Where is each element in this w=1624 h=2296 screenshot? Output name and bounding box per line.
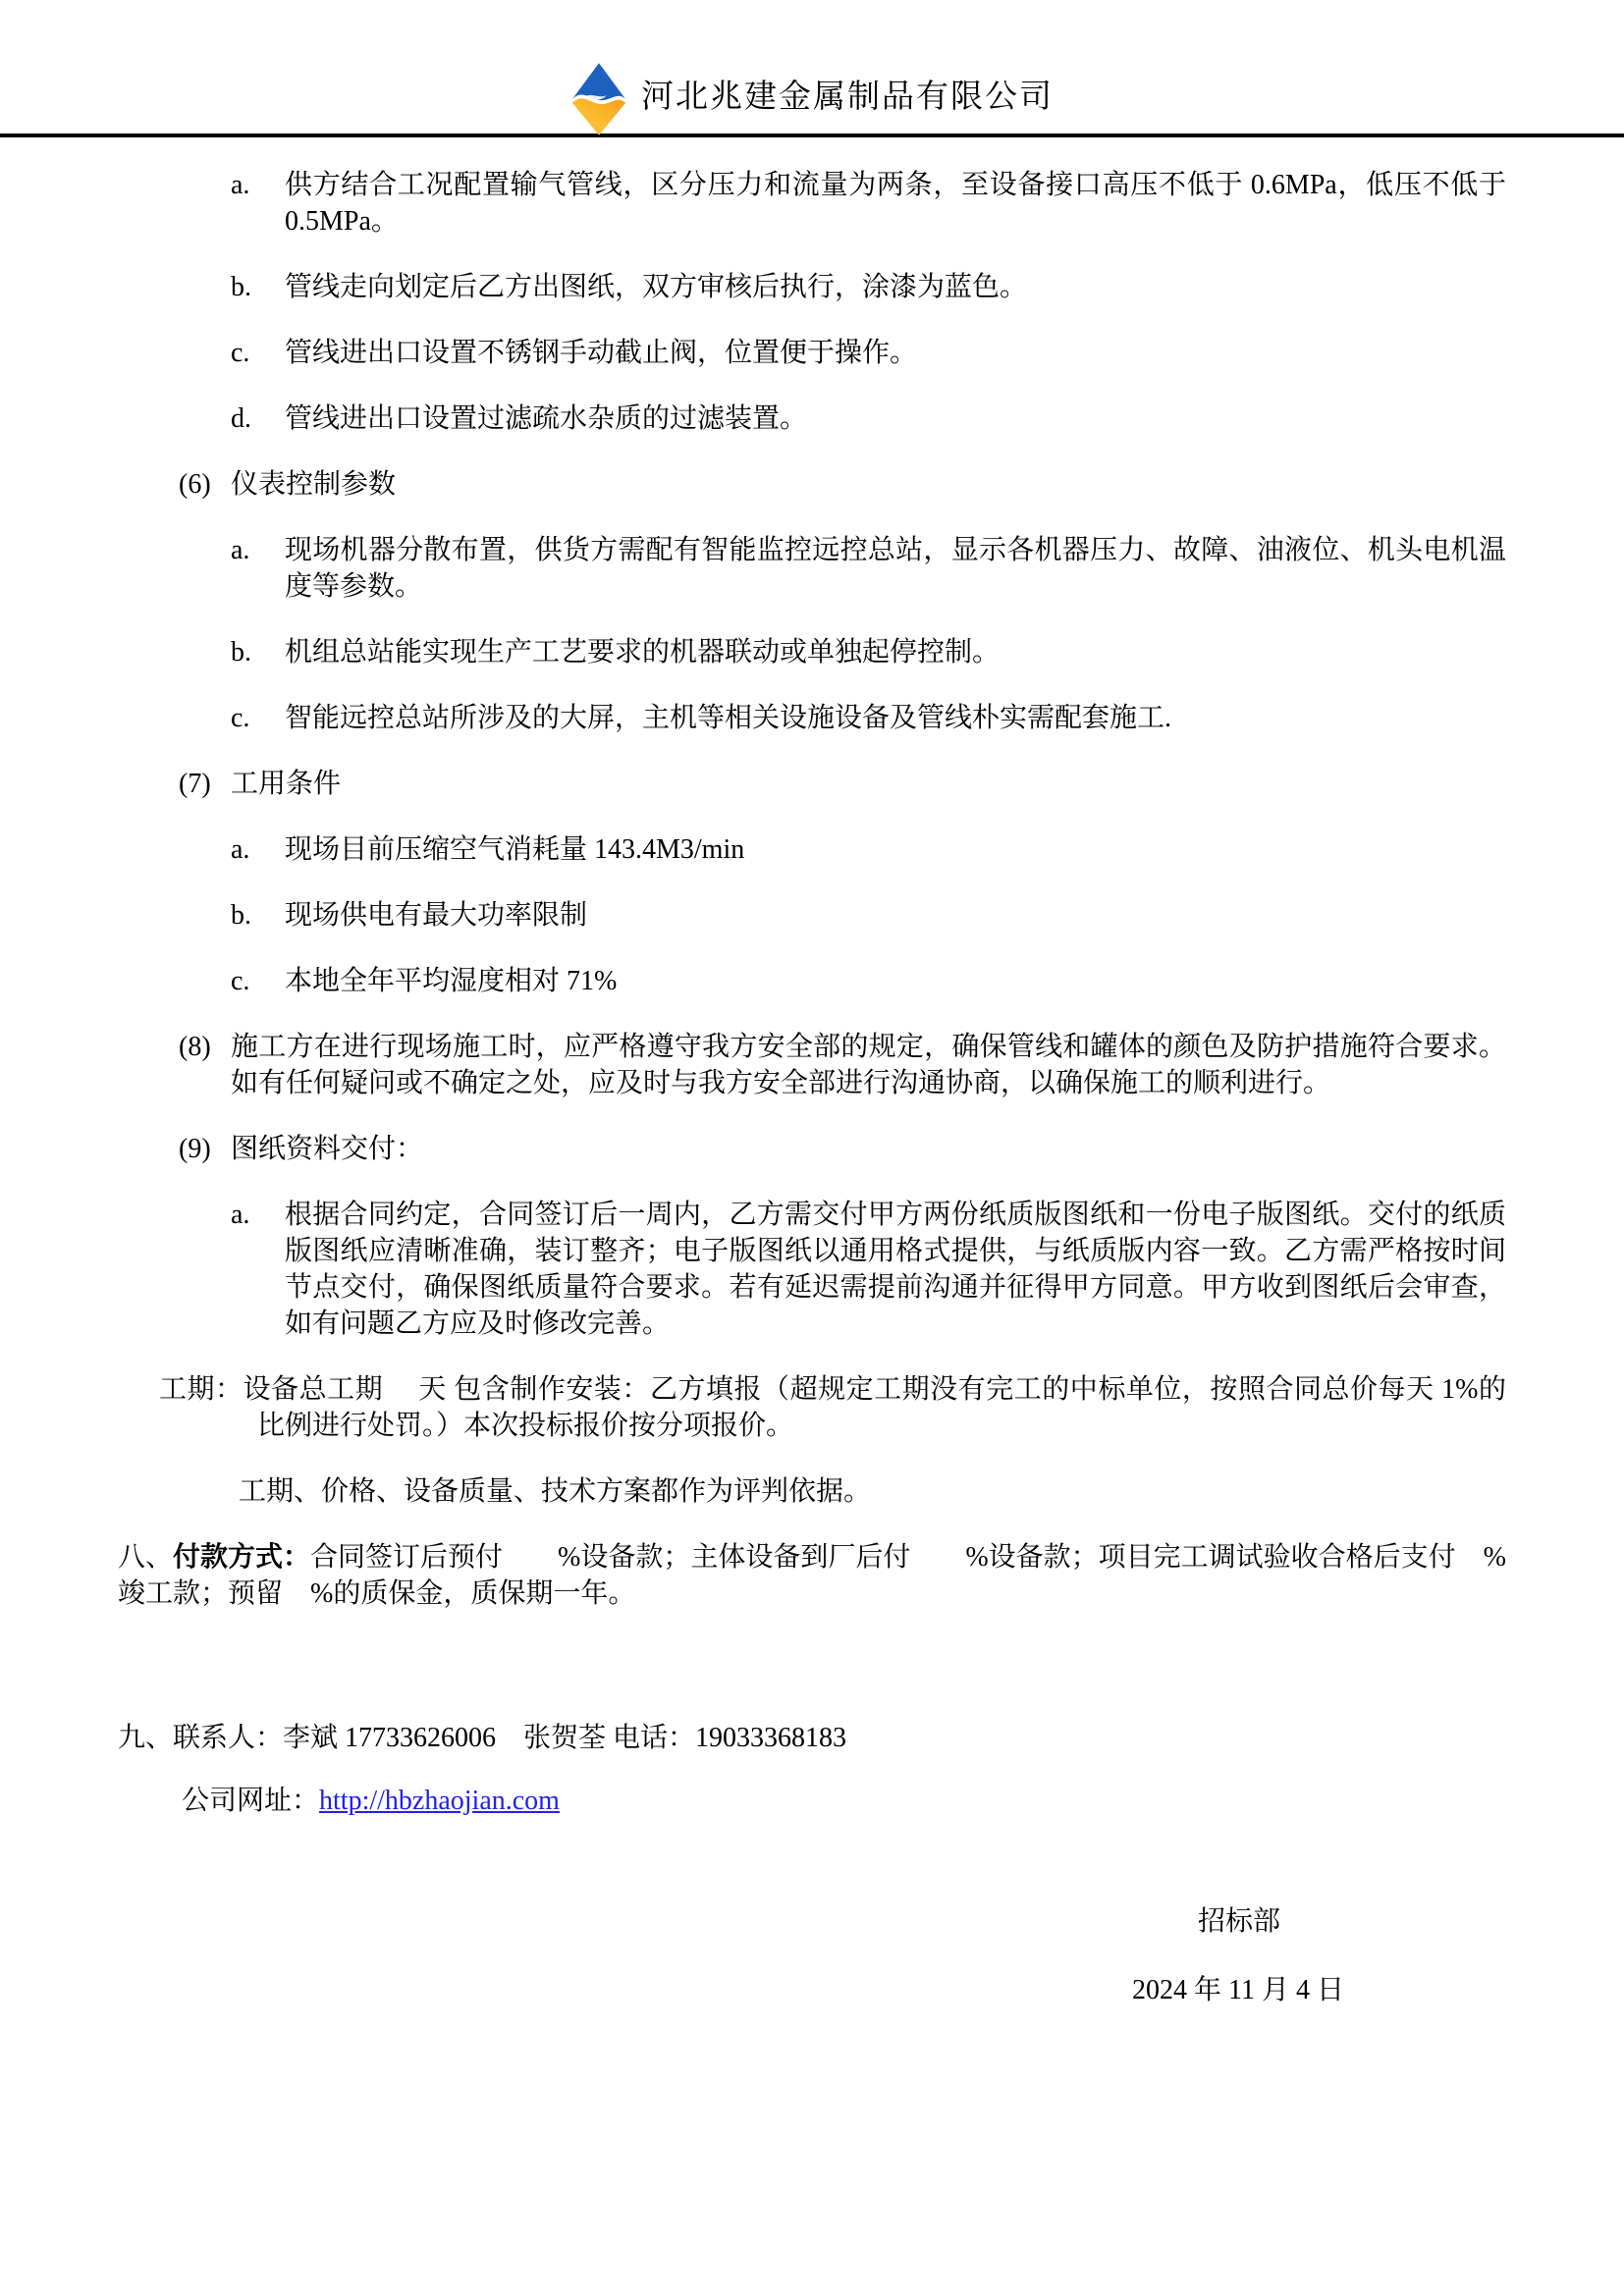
duration-text: 设备总工期 天 包含制作安装：乙方填报（超规定工期没有完工的中标单位，按照合同总价每天 1%的比例进行处罚。）本次投标报价按分项报价。	[243, 1374, 1506, 1441]
list-marker: c.	[231, 338, 250, 368]
list-item-s6-a	[118, 532, 1506, 605]
payment-label: 付款方式：	[173, 1542, 311, 1573]
list-item-text: 现场供电有最大功率限制	[285, 900, 588, 931]
list-item-text: 根据合同约定，合同签订后一周内，乙方需交付甲方两份纸质版图纸和一份电子版图纸。交付的纸质版图纸应清晰准确，装订整齐；电子版图纸以通用格式提供，与纸质版内容一致。乙方需严格按时间节点交付，确保图纸质量符合要求。若有延迟需提前沟通并征得甲方同意。甲方收到图纸后会审查，如有问题乙方应及时修改完善。	[285, 1200, 1506, 1339]
list-marker: b.	[231, 900, 251, 931]
signature-date: 2024 年 11 月 4 日	[1132, 1975, 1344, 2005]
duration-label: 工期：	[159, 1374, 244, 1405]
section6-heading	[118, 466, 1506, 503]
section-marker: (7)	[179, 769, 211, 799]
list-marker: a.	[231, 535, 250, 565]
website-link[interactable]: http://hbzhaojian.com	[319, 1786, 560, 1816]
list-item-text: 管线走向划定后乙方出图纸，双方审核后执行，涂漆为蓝色。	[285, 272, 1028, 302]
duration-paragraph	[118, 1371, 1506, 1444]
section-marker: (9)	[179, 1134, 211, 1164]
list-item-text: 现场机器分散布置，供货方需配有智能监控远控总站，显示各机器压力、故障、油液位、机头电机温度等参数。	[285, 535, 1506, 602]
list-item-pipeline-b	[118, 269, 1506, 305]
list-item-s6-b	[118, 634, 1506, 670]
list-item-pipeline-a	[118, 167, 1506, 240]
contacts-label: 联系人：	[173, 1723, 284, 1753]
list-item-s6-c	[118, 700, 1506, 736]
list-item-pipeline-c	[118, 335, 1506, 371]
list-item-s7-a	[118, 831, 1506, 868]
list-marker: a.	[231, 170, 250, 200]
list-item-text: 管线进出口设置不锈钢手动截止阀，位置便于操作。	[285, 338, 918, 368]
section-title: 仪表控制参数	[231, 469, 397, 500]
list-item-pipeline-d	[118, 400, 1506, 437]
payment-number: 八、	[118, 1542, 174, 1573]
section7-heading	[118, 766, 1506, 802]
evaluation-paragraph: 工期、价格、设备质量、技术方案都作为评判依据。	[239, 1476, 872, 1507]
list-marker: a.	[231, 1200, 250, 1230]
list-item-text: 供方结合工况配置输气管线，区分压力和流量为两条，至设备接口高压不低于 0.6MPa，低压不低于 0.5MPa。	[285, 170, 1506, 237]
website-label: 公司网址：	[182, 1786, 320, 1816]
list-marker: c.	[231, 703, 250, 733]
section-marker: (6)	[179, 469, 211, 500]
section-title: 工用条件	[231, 769, 342, 799]
list-item-text: 管线进出口设置过滤疏水杂质的过滤装置。	[285, 403, 808, 434]
list-marker: a.	[231, 834, 250, 865]
website-paragraph	[118, 1783, 1506, 1819]
list-item-text: 本地全年平均湿度相对 71%	[285, 966, 618, 996]
list-item-text: 机组总站能实现生产工艺要求的机器联动或单独起停控制。	[285, 637, 1001, 667]
section-text: 施工方在进行现场施工时，应严格遵守我方安全部的规定，确保管线和罐体的颜色及防护措施符合要求。如有任何疑问或不确定之处，应及时与我方安全部进行沟通协商，以确保施工的顺利进行。	[231, 1032, 1506, 1098]
contacts-number: 九、	[118, 1723, 174, 1753]
company-name: 河北兆建金属制品有限公司	[641, 79, 1054, 115]
list-item-s7-c	[118, 963, 1506, 999]
section8-paragraph	[118, 1029, 1506, 1101]
list-marker: b.	[231, 637, 251, 667]
contacts-paragraph	[118, 1720, 1506, 1756]
list-marker: b.	[231, 272, 251, 302]
payment-paragraph	[118, 1539, 1506, 1612]
section9-heading	[118, 1131, 1506, 1167]
list-marker: d.	[231, 403, 251, 434]
payment-text: 合同签订后预付 %设备款；主体设备到厂后付 %设备款；项目完工调试验收合格后支付 %竣工款；预留 %的质保金，质保期一年。	[118, 1542, 1507, 1609]
list-item-text: 智能远控总站所涉及的大屏，主机等相关设施设备及管线朴实需配套施工.	[285, 703, 1172, 733]
section-marker: (8)	[179, 1032, 211, 1062]
list-item-s9-a	[118, 1197, 1506, 1342]
list-item-text: 现场目前压缩空气消耗量 143.4M3/min	[285, 834, 745, 865]
contacts-text: 李斌 17733626006 张贺荃 电话：19033368183	[283, 1723, 847, 1753]
section-title: 图纸资料交付：	[231, 1134, 424, 1164]
list-item-s7-b	[118, 897, 1506, 934]
company-logo-icon	[570, 61, 627, 142]
signature-department: 招标部	[1198, 1906, 1281, 1937]
document-body	[0, 167, 1624, 2008]
page-header	[0, 53, 1624, 133]
header-divider	[0, 133, 1624, 137]
list-marker: c.	[231, 966, 250, 996]
